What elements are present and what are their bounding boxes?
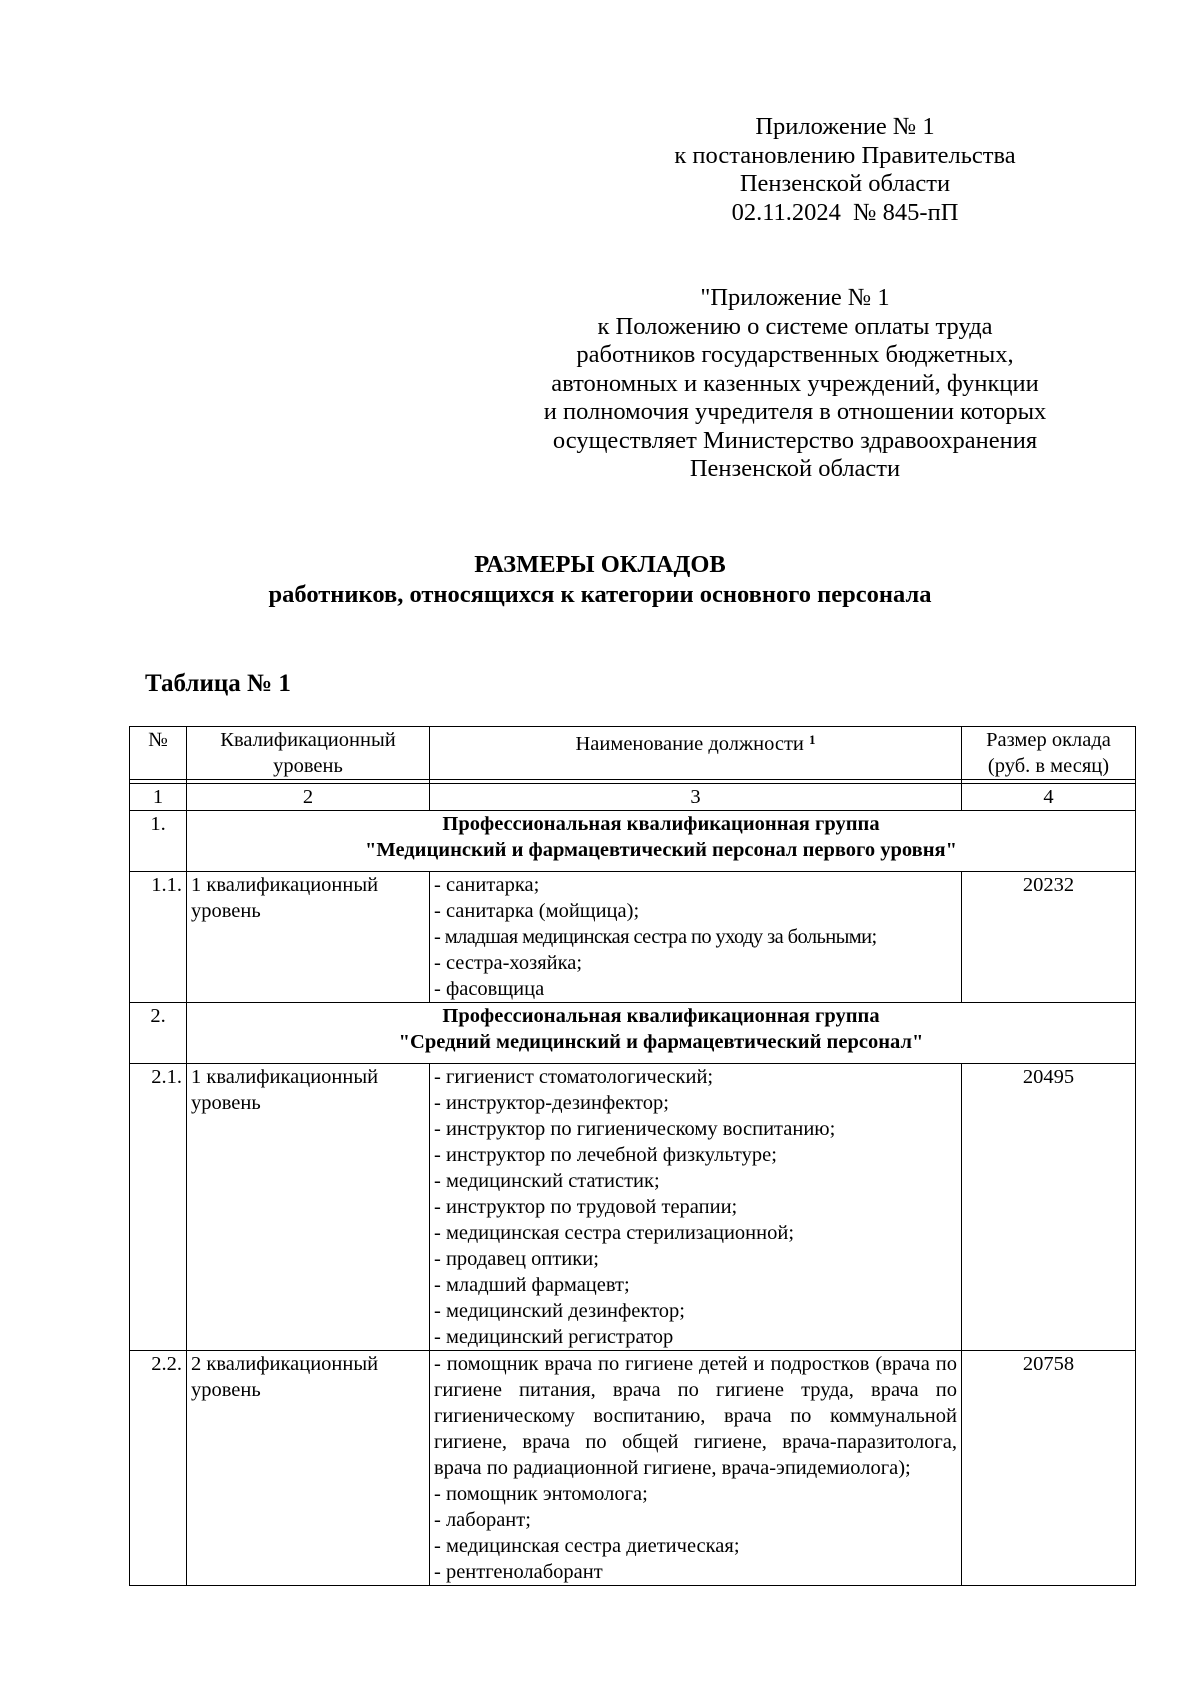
group-title-name: "Средний медицинский и фармацевтический персонал" xyxy=(398,1031,924,1053)
appendix-2-line: автономных и казенных учреждений, функции xyxy=(551,369,1039,397)
position-item: - продавец оптики; xyxy=(434,1248,599,1270)
position-item: - младшая медицинская сестра по уходу за больными; xyxy=(434,926,877,948)
appendix-2-line: Пензенской области xyxy=(689,455,901,482)
appendix-1-line: к постановлению Правительства xyxy=(674,141,1016,169)
position-item: - гигиенист стоматологический; xyxy=(434,1066,714,1088)
position-item: - медицинская сестра диетическая; xyxy=(434,1535,740,1557)
position-item: - помощник энтомолога; xyxy=(434,1483,648,1505)
position-item: - инструктор-дезинфектор; xyxy=(434,1092,669,1114)
group-title xyxy=(187,811,1136,872)
header-level: Квалификационный уровень xyxy=(187,727,430,780)
appendix-1-line: Пензенской области xyxy=(739,170,951,197)
table-row xyxy=(130,872,1136,1003)
position-item: - фасовщица xyxy=(434,978,545,1000)
header-position-label: Наименование должности xyxy=(575,733,804,755)
group-title xyxy=(187,1003,1136,1064)
group-title-name: "Медицинский и фармацевтический персонал первого уровня" xyxy=(365,839,957,861)
row-num: 1.1. xyxy=(130,872,187,1003)
group-num: 2. xyxy=(130,1003,187,1064)
group-title-line: Профессиональная квалификационная группа xyxy=(442,813,880,835)
column-number: 2 xyxy=(187,784,430,811)
table-header-row xyxy=(130,727,1136,780)
appendix-1-line: Приложение № 1 xyxy=(755,113,935,140)
row-positions xyxy=(430,872,962,1003)
position-item: - инструктор по трудовой терапии; xyxy=(434,1196,738,1218)
table-row xyxy=(130,1351,1136,1586)
row-positions xyxy=(430,1351,962,1586)
position-item: - медицинский регистратор xyxy=(434,1326,674,1348)
table-row xyxy=(130,1064,1136,1351)
row-level: 1 квалификационный уровень xyxy=(187,872,430,1003)
column-number-row xyxy=(130,784,1136,811)
position-item: - инструктор по лечебной физкультуре; xyxy=(434,1144,777,1166)
group-num: 1. xyxy=(130,811,187,872)
appendix-2-line: и полномочия учредителя в отношении которых xyxy=(543,398,1047,425)
appendix-1-header xyxy=(620,113,1070,227)
table-caption: Таблица № 1 xyxy=(145,670,291,697)
row-salary: 20758 xyxy=(962,1351,1136,1586)
appendix-2-line: работников государственных бюджетных, xyxy=(576,341,1014,368)
row-num: 2.1. xyxy=(130,1064,187,1351)
appendix-2-header xyxy=(480,284,1110,484)
position-item: - медицинский статистик; xyxy=(434,1170,660,1192)
row-level: 1 квалификационный уровень xyxy=(187,1064,430,1351)
position-item: - лаборант; xyxy=(434,1509,531,1531)
appendix-2-line: "Приложение № 1 xyxy=(700,284,890,311)
group-row xyxy=(130,1003,1136,1064)
header-salary: Размер оклада (руб. в месяц) xyxy=(962,727,1136,780)
header-num: № xyxy=(130,727,187,780)
header-position xyxy=(430,727,962,780)
row-num: 2.2. xyxy=(130,1351,187,1586)
position-item: - сестра-хозяйка; xyxy=(434,952,583,974)
position-paragraph: - помощник врача по гигиене детей и подростков (врача по гигиене питания, врача по гигиене труда, врача по гигиеническому воспитанию, врача по коммунальной гигиене, врача по общей гигиене, врача-паразитолога, врача по радиационной гигиене, врача-эпидемиолога); xyxy=(434,1353,957,1479)
row-salary: 20495 xyxy=(962,1064,1136,1351)
position-item: - медицинская сестра стерилизационной; xyxy=(434,1222,795,1244)
row-salary: 20232 xyxy=(962,872,1136,1003)
column-number: 1 xyxy=(130,784,187,811)
position-item: - рентгенолаборант xyxy=(434,1561,603,1583)
position-item: - медицинский дезинфектор; xyxy=(434,1300,685,1322)
position-item: - младший фармацевт; xyxy=(434,1274,630,1296)
column-number: 4 xyxy=(962,784,1136,811)
appendix-2-line: к Положению о системе оплаты труда xyxy=(597,312,993,340)
salary-table xyxy=(129,726,1136,1586)
footnote-marker: 1 xyxy=(809,732,816,747)
row-level: 2 квалификационный уровень xyxy=(187,1351,430,1586)
row-positions xyxy=(430,1064,962,1351)
group-row xyxy=(130,811,1136,872)
group-title-line: Профессиональная квалификационная группа xyxy=(442,1005,880,1027)
position-item: - инструктор по гигиеническому воспитанию; xyxy=(434,1118,836,1140)
appendix-1-date-number: 02.11.2024 № 845-пП xyxy=(731,198,959,226)
document-title xyxy=(100,550,1100,610)
position-item: - санитарка (мойщица); xyxy=(434,900,640,922)
title-main: РАЗМЕРЫ ОКЛАДОВ xyxy=(474,551,726,578)
title-subtitle: работников, относящихся к категории основного персонала xyxy=(268,581,932,608)
column-number: 3 xyxy=(430,784,962,811)
appendix-2-line: осуществляет Министерство здравоохранения xyxy=(552,426,1038,454)
position-item: - санитарка; xyxy=(434,874,540,896)
